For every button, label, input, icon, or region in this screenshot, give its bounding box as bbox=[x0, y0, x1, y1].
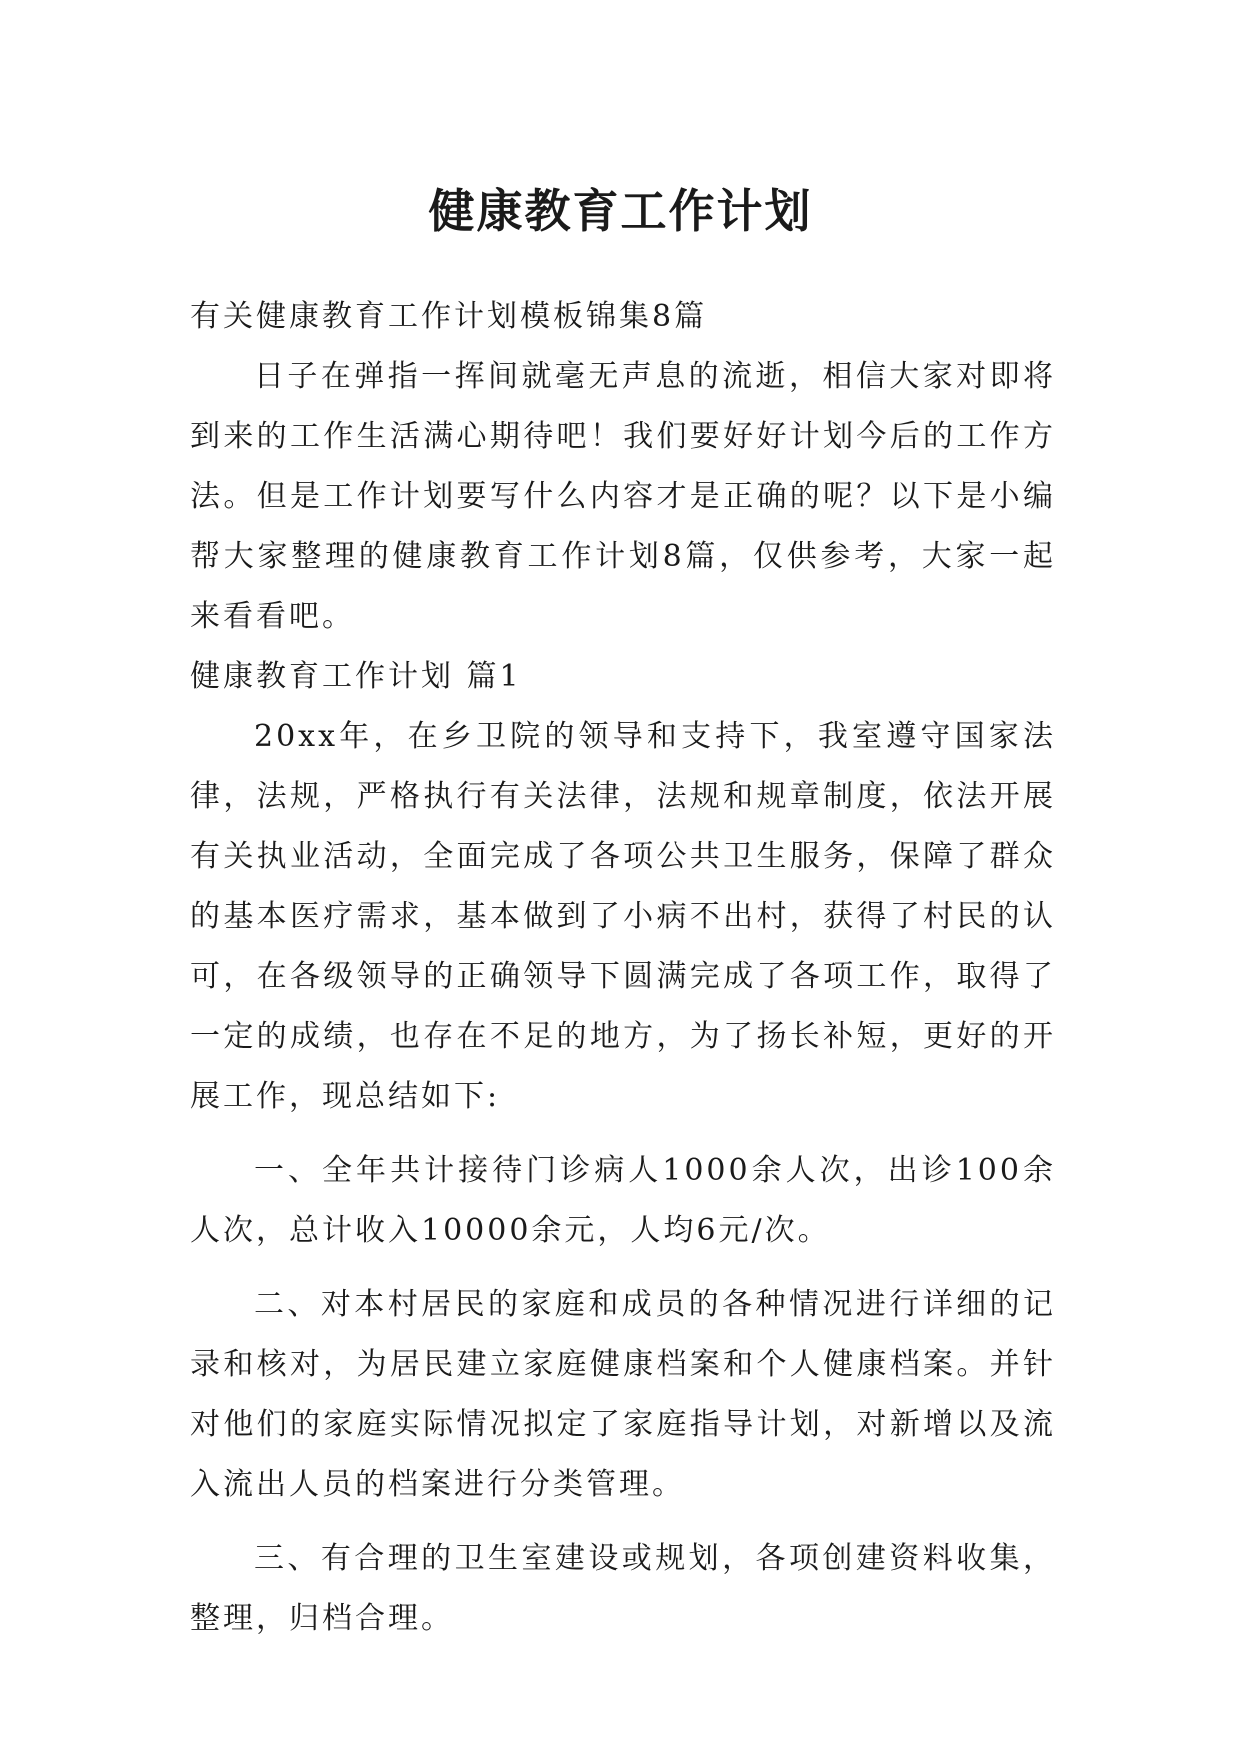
body-paragraph: 一、全年共计接待门诊病人1000余人次，出诊100余人次，总计收入10000余元，人均6元/次。 bbox=[190, 1153, 1056, 1248]
intro-paragraph: 日子在弹指一挥间就毫无声息的流逝，相信大家对即将到来的工作生活满心期待吧！我们要好好计划今后的工作方法。但是工作计划要写什么内容才是正确的呢？以下是小编帮大家整理的健康教育工作计划8篇，仅供参考，大家一起来看看吧。 bbox=[190, 359, 1056, 634]
body-paragraph: 二、对本村居民的家庭和成员的各种情况进行详细的记录和核对，为居民建立家庭健康档案和个人健康档案。并针对他们的家庭实际情况拟定了家庭指导计划，对新增以及流入流出人员的档案进行分类管理。 bbox=[190, 1287, 1056, 1502]
document-title: 健康教育工作计划 bbox=[428, 183, 813, 238]
body-paragraph: 三、有合理的卫生室建设或规划，各项创建资料收集，整理，归档合理。 bbox=[190, 1541, 1056, 1636]
document-body bbox=[190, 287, 1056, 1649]
body-paragraph: 20xx年，在乡卫院的领导和支持下，我室遵守国家法律，法规，严格执行有关法律，法规和规章制度，依法开展有关执业活动，全面完成了各项公共卫生服务，保障了群众的基本医疗需求，基本做到了小病不出村，获得了村民的认可，在各级领导的正确领导下圆满完成了各项工作，取得了一定的成绩，也存在不足的地方，为了扬长补短，更好的开展工作，现总结如下: bbox=[190, 719, 1056, 1114]
document-subtitle: 有关健康教育工作计划模板锦集8篇 bbox=[190, 299, 708, 334]
section-heading: 健康教育工作计划 篇1 bbox=[190, 659, 522, 694]
